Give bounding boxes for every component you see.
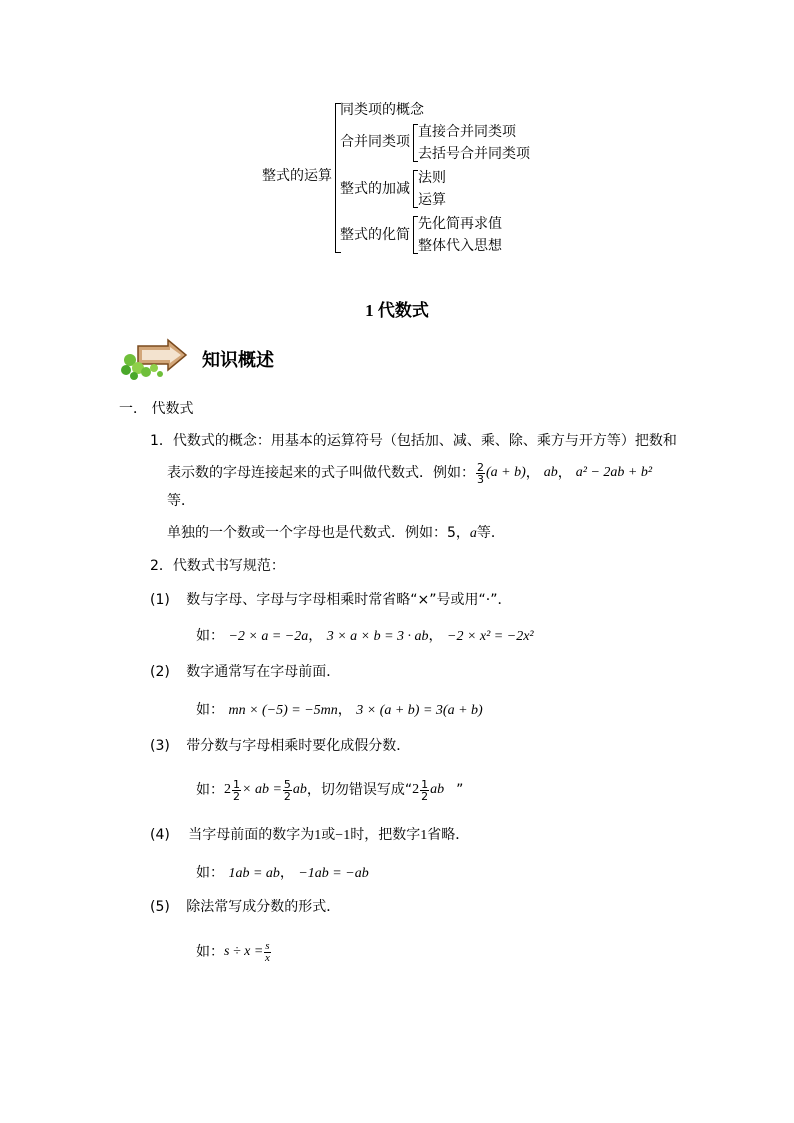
example-4a: 1ab = ab <box>228 866 280 881</box>
example-2b: 3 × (a + b) = 3(a + b) <box>356 703 483 718</box>
example-4 <box>196 864 369 883</box>
rule-4 <box>150 826 469 845</box>
tree-branch-2: 合并同类项 <box>340 134 410 150</box>
item1-line1: 1．代数式的概念：用基本的运算符号（包括加、减、乘、除、乘方与开方等）把数和 <box>150 433 677 449</box>
rule-number: (4) <box>150 827 170 843</box>
mixed-whole: 2 <box>224 782 231 797</box>
tree-root: 整式的运算 <box>262 168 332 184</box>
fraction-denominator: 2 <box>233 789 240 803</box>
example-3-warning: ，切勿错误写成“ <box>306 782 413 798</box>
division-fraction <box>264 941 270 964</box>
fraction-denominator: 2 <box>283 789 291 803</box>
example-1a: −2 × a = −2a <box>228 629 309 644</box>
example-1b: 3 × a × b = 3 · ab <box>326 629 429 644</box>
rule-number: (3) <box>150 738 170 754</box>
item1-line2 <box>167 460 652 486</box>
banner-title: 知识概述 <box>202 350 274 371</box>
tree-leaf-4-1: 先化简再求值 <box>418 216 502 232</box>
item1-line4-end: 等． <box>476 525 505 541</box>
example-expr-2: ab <box>543 465 558 480</box>
rule-value: 1 <box>420 828 428 843</box>
tree-leaf-3-1: 法则 <box>418 170 446 186</box>
tree-branch-1: 同类项的概念 <box>340 102 424 118</box>
tree-branch-4: 整式的化简 <box>340 227 410 243</box>
rule-2 <box>150 663 340 681</box>
wrong-ab: ab <box>430 782 445 797</box>
rule-number: (1) <box>150 592 170 608</box>
example-4b: −1ab = −ab <box>298 866 369 881</box>
example-expr-3: a² − 2ab + b² <box>575 465 653 480</box>
rule-number: (2) <box>150 664 170 680</box>
example-prefix: 如： <box>196 628 224 644</box>
example-3-ab: ab <box>292 782 307 797</box>
tree-branch-3: 整式的加减 <box>340 181 410 197</box>
fraction-numerator: 1 <box>233 777 240 791</box>
rule-text: 除法常写成分数的形式． <box>186 899 341 915</box>
fraction-numerator: s <box>265 939 270 952</box>
rule-text: 时，把数字 <box>350 827 421 843</box>
item1-line4-text: 单独的一个数或一个字母也是代数式．例如：5， <box>167 525 470 541</box>
example-5 <box>196 937 272 967</box>
tree-leaf-4-2: 整体代入思想 <box>418 238 502 254</box>
example-2a: mn × (−5) = −5mn <box>228 703 338 718</box>
wrong-fraction <box>420 779 429 802</box>
tree-leaf-3-2: 运算 <box>418 192 446 208</box>
mixed-fraction <box>232 779 241 802</box>
example-3-mid: × ab = <box>242 782 282 797</box>
rule-5 <box>150 898 340 916</box>
item1-line4-var: a <box>469 526 477 541</box>
example-1c: −2 × x² = −2x² <box>447 629 534 644</box>
item1-line4 <box>167 524 505 543</box>
arrow-leaf-icon <box>116 338 188 382</box>
tree-leaf-2-1: 直接合并同类项 <box>418 124 516 140</box>
example-expr-1: (a + b) <box>486 465 526 480</box>
fraction-numerator: 5 <box>283 777 291 791</box>
rule-value: −1 <box>335 828 351 843</box>
rule-text: 省略． <box>427 827 470 843</box>
example-5a: s ÷ x = <box>224 944 264 959</box>
fraction-numerator: 1 <box>421 777 429 791</box>
example-2 <box>196 701 483 720</box>
example-3 <box>196 775 463 805</box>
separator: ， <box>308 628 323 644</box>
example-prefix: 如： <box>196 782 224 798</box>
rule-1 <box>150 591 512 609</box>
separator: ， <box>557 465 572 481</box>
rule-text: 数字通常写在字母前面． <box>186 664 341 680</box>
example-fraction <box>476 462 485 485</box>
fraction-denominator: 2 <box>421 789 429 803</box>
item2-heading: 2．代数式书写规范： <box>150 558 285 574</box>
fraction-denominator: x <box>264 951 270 964</box>
part-heading: 一． 代数式 <box>119 401 194 417</box>
item1-line2-text: 表示数的字母连接起来的式子叫做代数式．例如： <box>167 465 475 481</box>
rule-3 <box>150 737 410 755</box>
close-quote: ” <box>456 782 464 798</box>
separator: ， <box>525 465 540 481</box>
fraction-denominator: 3 <box>477 472 484 486</box>
rule-text: 当字母前面的数字为 <box>188 827 315 843</box>
example-1 <box>196 627 534 646</box>
tree-leaf-2-2: 去括号合并同类项 <box>418 146 530 162</box>
example-prefix: 如： <box>196 702 224 718</box>
separator: ， <box>428 628 443 644</box>
example-prefix: 如： <box>196 865 224 881</box>
rule-text: 数与字母、字母与字母相乘时常省略“×”号或用“·”． <box>186 592 512 608</box>
rule-text: 带分数与字母相乘时要化成假分数． <box>186 738 411 754</box>
rule-number: (5) <box>150 899 170 915</box>
section-title: 1 代数式 <box>365 301 429 320</box>
improper-fraction <box>283 779 292 802</box>
rule-value: 1 <box>314 828 322 843</box>
separator: ， <box>279 865 294 881</box>
fraction-numerator: 2 <box>477 460 484 474</box>
item1-line3: 等． <box>167 493 195 509</box>
example-prefix: 如： <box>196 944 224 960</box>
separator: ， <box>337 702 352 718</box>
wrong-whole: 2 <box>412 782 420 797</box>
rule-text: 或 <box>321 827 336 843</box>
